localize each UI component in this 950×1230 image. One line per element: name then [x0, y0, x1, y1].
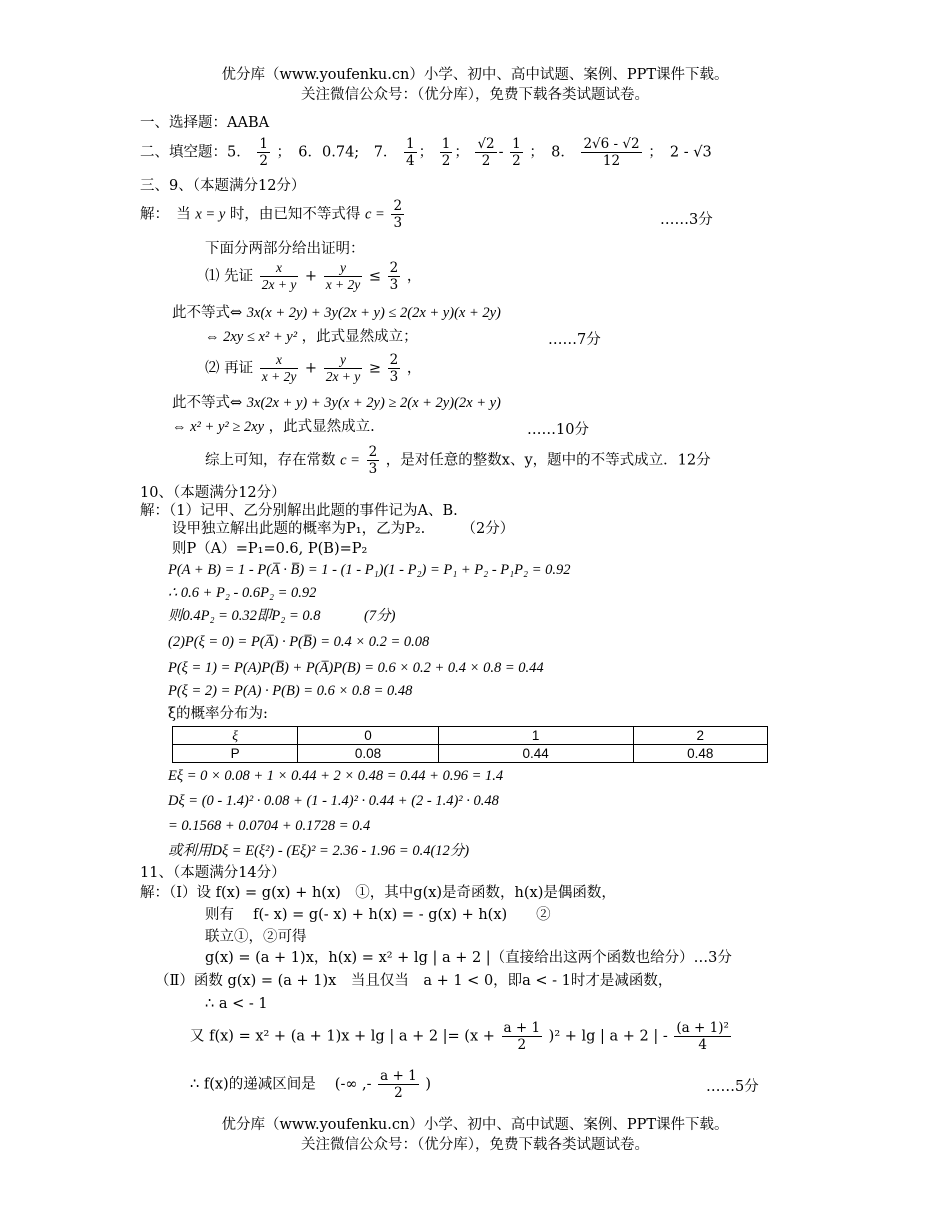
q9-l9-c: c = — [340, 452, 360, 469]
q9-l4-math: 3x(x + 2y) + 3y(2x + y) ≤ 2(2x + y)(x + 2y) — [246, 305, 501, 321]
q11-line-1: 解：（Ⅰ）设 f(x) = g(x) + h(x) ①，其中g(x)是奇函数，h(x)是偶函数， — [140, 885, 616, 901]
q9-l9-pre: 综上可知，存在常数 — [205, 452, 336, 469]
q10-line-4: P(A + B) = 1 - P(A̅ · B̅) = 1 - (1 - P₁)(1 - P₂) = P₁ + P₂ - P₁P₂ = 0.92 — [168, 562, 571, 578]
q9-l1-mid: 时，由已知不等式得 — [229, 206, 361, 223]
q9-title: 三、9、（本题满分12分） — [140, 178, 306, 194]
table-cell: 0.48 — [633, 745, 767, 763]
q11-l7-frac2: $\frac{\text{(a + 1)²}}{4}$ — [676, 1020, 729, 1053]
q10-line-10: ξ的概率分布为: — [168, 706, 268, 722]
q9-l3-frac1: $\frac{x}{2x + y}$ — [261, 260, 297, 292]
q11-line-3: 联立①，②可得 — [205, 929, 307, 945]
q11-line-4: g(x) = (a + 1)x，h(x) = x² + lg | a + 2 |（直接给出这两个函数也给分）…3分 — [205, 950, 732, 966]
q6-text: ； 6．0.74; 7． — [276, 144, 398, 161]
footer-line-1: 优分库（www.youfenku.cn）小学、初中、高中试题、案例、PPT课件下载。 — [221, 1117, 729, 1133]
q11-score-5: ……5分 — [706, 1079, 759, 1095]
q9-l3-plus: + — [304, 268, 318, 285]
q9-line-3 — [205, 260, 421, 293]
q5-fraction: $\frac{1}{2}$ — [259, 136, 268, 169]
q10-line-14: 或利用Dξ = E(ξ²) - (Eξ)² = 2.36 - 1.96 = 0.4(12分) — [168, 843, 470, 859]
q10-line-7: (2)P(ξ = 0) = P(A̅) · P(B̅) = 0.4 × 0.2 = 0.08 — [168, 634, 430, 650]
q11-l8-frac: $\frac{a + 1}{2}$ — [380, 1068, 417, 1101]
q9-l1-pre: 解： 当 — [140, 206, 191, 223]
q9-l9-post: ，是对任意的整数x、y，题中的不等式成立．12分 — [385, 452, 711, 469]
q9-l5-math: ⇔ 2xy ≤ x² + y² — [205, 329, 298, 345]
q11-title: 11、（本题满分14分） — [140, 865, 286, 881]
q9-l7-pre: 此不等式⇔ — [172, 395, 243, 411]
header-line-1: 优分库（www.youfenku.cn）小学、初中、高中试题、案例、PPT课件下载。 — [221, 67, 729, 83]
q11-l7-frac1: $\frac{a + 1}{2}$ — [503, 1020, 541, 1053]
q11-l7-pre: 又 f(x) = x² + (a + 1)x + lg | a + 2 |= (x + — [190, 1028, 495, 1045]
q9-l1-c: c = — [364, 206, 385, 223]
q10-line-1: 解：（1）记甲、乙分别解出此题的事件记为A、B. — [140, 503, 458, 519]
q9-l6-frac2: $\frac{y}{2x + y}$ — [325, 352, 361, 384]
q9-c-fraction: $\frac{2}{3}$ — [393, 198, 403, 231]
q11-line-7 — [190, 1020, 733, 1053]
q9-line-2: 下面分两部分给出证明： — [205, 241, 365, 257]
q9-l6-frac3: $\frac{2}{3}$ — [389, 352, 399, 385]
q9-line-4 — [172, 304, 501, 322]
header-line-2: 关注微信公众号：（优分库），免费下载各类试题试卷。 — [301, 87, 649, 103]
section1-answers: 一、选择题：AABA — [140, 115, 270, 131]
q11-line-8 — [190, 1068, 431, 1101]
q9-l4-pre: 此不等式⇔ — [172, 305, 243, 321]
table-cell: 0.44 — [438, 745, 633, 763]
q10-line-8: P(ξ = 1) = P(A)P(B̅) + P(A̅)P(B) = 0.6 × 0.2 + 0.4 × 0.8 = 0.44 — [168, 660, 544, 676]
q10-line-9: P(ξ = 2) = P(A) · P(B) = 0.6 × 0.8 = 0.48 — [168, 683, 413, 699]
q10-line-13: = 0.1568 + 0.0704 + 0.1728 = 0.4 — [168, 818, 371, 834]
q9-l6-ge: ≥ — [368, 360, 382, 377]
q11-line-5: （Ⅱ）函数 g(x) = (a + 1)x 当且仅当 a + 1 < 0，即a < - 1时才是减函数， — [155, 973, 673, 989]
q10-line-11: Eξ = 0 × 0.08 + 1 × 0.44 + 2 × 0.48 = 0.44 + 0.96 = 1.4 — [168, 768, 504, 784]
q8a-fraction: $\frac{2√6 - √2}{12}$ — [583, 136, 640, 169]
q9-l6-frac1: $\frac{x}{x + 2y}$ — [261, 352, 297, 384]
q11-l8-post: ) — [425, 1076, 431, 1093]
table-cell: P — [173, 745, 298, 763]
q9-score-10: ……10分 — [527, 422, 589, 438]
q7c-a-fraction: $\frac{√2}{2}$ — [477, 136, 495, 169]
q9-line-5 — [205, 328, 418, 346]
q9-l9-frac: $\frac{2}{3}$ — [368, 444, 378, 477]
table-cell: 0.08 — [298, 745, 438, 763]
q9-l3-pre: ⑴ 先证 — [205, 268, 254, 285]
q7a-fraction: $\frac{1}{4}$ — [406, 136, 415, 169]
q9-l3-le: ≤ — [368, 268, 382, 285]
q9-l6-pre: ⑵ 再证 — [205, 360, 254, 377]
q11-line-2: 则有 f(- x) = g(- x) + h(x) = - g(x) + h(x) ② — [205, 907, 551, 923]
footer-line-2: 关注微信公众号：（优分库），免费下载各类试题试卷。 — [301, 1137, 649, 1153]
q9-l5-text: ，此式显然成立； — [301, 329, 418, 345]
q9-l1-math: x = y — [195, 206, 226, 223]
q9-line-8 — [172, 418, 375, 436]
q9-l3-frac3: $\frac{2}{3}$ — [389, 260, 399, 293]
q9-l6-plus: + — [304, 360, 318, 377]
q9-l7-math: 3x(2x + y) + 3y(x + 2y) ≥ 2(x + 2y)(2x + y) — [246, 395, 501, 411]
table-cell: ξ — [173, 727, 298, 745]
probability-table — [172, 726, 768, 763]
q8b-text: ； 2 - √3 — [648, 144, 712, 161]
section2-prefix: 二、填空题：5． — [140, 144, 251, 161]
q10-line-5: ∴ 0.6 + P₂ - 0.6P₂ = 0.92 — [168, 585, 317, 601]
q7b-fraction: $\frac{1}{2}$ — [441, 136, 451, 169]
q9-line-7 — [172, 394, 501, 412]
q9-score-3: ……3分 — [660, 212, 713, 228]
q8-label: ； 8． — [529, 144, 575, 161]
q10-line-2: 设甲独立解出此题的概率为P₁，乙为P₂. （2分） — [172, 521, 515, 537]
q10-line-6: 则0.4P₂ = 0.32即P₂ = 0.8 (7分) — [168, 608, 396, 624]
q9-line-1 — [140, 198, 406, 231]
q11-l8-pre: ∴ f(x)的递减区间是 (-∞ ,- — [190, 1076, 372, 1093]
q9-l8-math: ⇔ x² + y² ≥ 2xy — [172, 419, 265, 435]
q9-line-9 — [205, 444, 711, 477]
q10-line-3: 则P（A）=P₁=0.6, P(B)=P₂ — [172, 541, 368, 557]
section2-answers: 二、填空题：5． $\frac{1}{2}$ ； 6．0.74; 7． $\frac{1}{4}$ ； $\frac{1}{2}$ ； $\frac{√2}{2}$ - $\frac{1}{2}$ ； 8． $\frac{2√6 - √2}{12}$ ； 2 - √3 — [140, 136, 712, 169]
q9-line-6 — [205, 352, 421, 385]
q9-l8-text: ，此式显然成立. — [268, 419, 375, 435]
q9-l3-comma: ， — [406, 268, 422, 285]
q9-score-7: ……7分 — [548, 332, 601, 348]
q10-line-12: Dξ = (0 - 1.4)² · 0.08 + (1 - 1.4)² · 0.44 + (2 - 1.4)² · 0.48 — [168, 793, 499, 809]
q9-l6-comma: ， — [406, 360, 422, 377]
q11-line-6: ∴ a < - 1 — [205, 996, 268, 1012]
q7c-b-fraction: $\frac{1}{2}$ — [512, 136, 521, 169]
table-row — [173, 745, 768, 763]
table-cell: 0 — [298, 727, 438, 745]
q9-l3-frac2: $\frac{y}{x + 2y}$ — [325, 260, 361, 292]
table-cell: 2 — [633, 727, 767, 745]
q11-l7-mid: )² + lg | a + 2 | - — [548, 1028, 668, 1045]
table-row — [173, 727, 768, 745]
q10-title: 10、（本题满分12分） — [140, 485, 286, 501]
table-cell: 1 — [438, 727, 633, 745]
